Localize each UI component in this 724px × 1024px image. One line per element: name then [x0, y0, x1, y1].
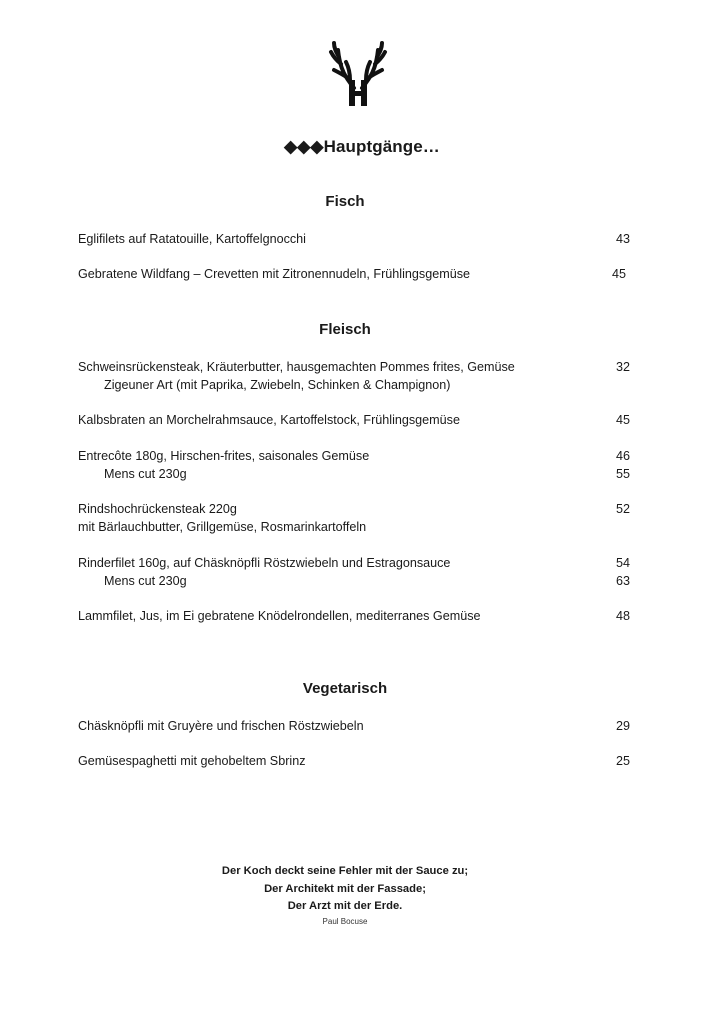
item-sub-description: mit Bärlauchbutter, Grillgemüse, Rosmarinkartoffeln — [78, 520, 367, 534]
item-price: 52 — [615, 502, 630, 516]
item-price: 46 — [615, 449, 630, 463]
item-sub-description: Zigeuner Art (mit Paprika, Zwiebeln, Schinken & Champignon) — [104, 378, 451, 392]
section-title-fleisch: Fleisch — [319, 321, 371, 338]
item-name: Kalbsbraten an Morchelrahmsauce, Kartoffelstock, Frühlingsgemüse — [78, 413, 460, 427]
item-sub-description: Mens cut 230g — [104, 467, 187, 481]
item-price: 45 — [615, 413, 630, 427]
item-name: Gemüsespaghetti mit gehobeltem Sbrinz — [78, 754, 306, 768]
item-name: Entrecôte 180g, Hirschen-frites, saisonales Gemüse — [78, 449, 370, 463]
item-name: Rinderfilet 160g, auf Chäsknöpfli Röstzwiebeln und Estragonsauce — [78, 556, 451, 570]
item-price: 25 — [615, 754, 630, 768]
quote-line: Der Arzt mit der Erde. — [287, 900, 403, 912]
item-price: 54 — [615, 556, 630, 570]
item-name: Lammfilet, Jus, im Ei gebratene Knödelrondellen, mediterranes Gemüse — [78, 609, 481, 623]
item-price: 45 — [611, 267, 626, 281]
quote-line: Der Koch deckt seine Fehler mit der Sauce zu; — [221, 865, 469, 877]
item-name: Gebratene Wildfang – Crevetten mit Zitronennudeln, Frühlingsgemüse — [78, 267, 471, 281]
quote-author: Paul Bocuse — [322, 916, 368, 926]
item-price: 48 — [615, 609, 630, 623]
item-sub-description: Mens cut 230g — [104, 574, 187, 588]
item-price: 32 — [615, 360, 630, 374]
antler-h-logo-icon — [328, 40, 388, 108]
page-heading: ◆◆◆Hauptgänge… — [284, 137, 440, 156]
section-title-vegetarisch: Vegetarisch — [302, 680, 388, 697]
item-sub-price: 55 — [615, 467, 630, 481]
section-title-fisch: Fisch — [325, 193, 365, 210]
item-name: Rindshochrückensteak 220g — [78, 502, 237, 516]
quote-block — [0, 863, 690, 928]
item-name: Chäsknöpfli mit Gruyère und frischen Röstzwiebeln — [78, 719, 364, 733]
item-price: 43 — [615, 232, 630, 246]
quote-line: Der Architekt mit der Fassade; — [264, 882, 426, 895]
item-price: 29 — [615, 719, 630, 733]
item-name: Eglifilets auf Ratatouille, Kartoffelgnocchi — [78, 232, 306, 246]
item-sub-price: 63 — [615, 574, 630, 588]
item-name: Schweinsrückensteak, Kräuterbutter, hausgemachten Pommes frites, Gemüse — [78, 360, 515, 374]
